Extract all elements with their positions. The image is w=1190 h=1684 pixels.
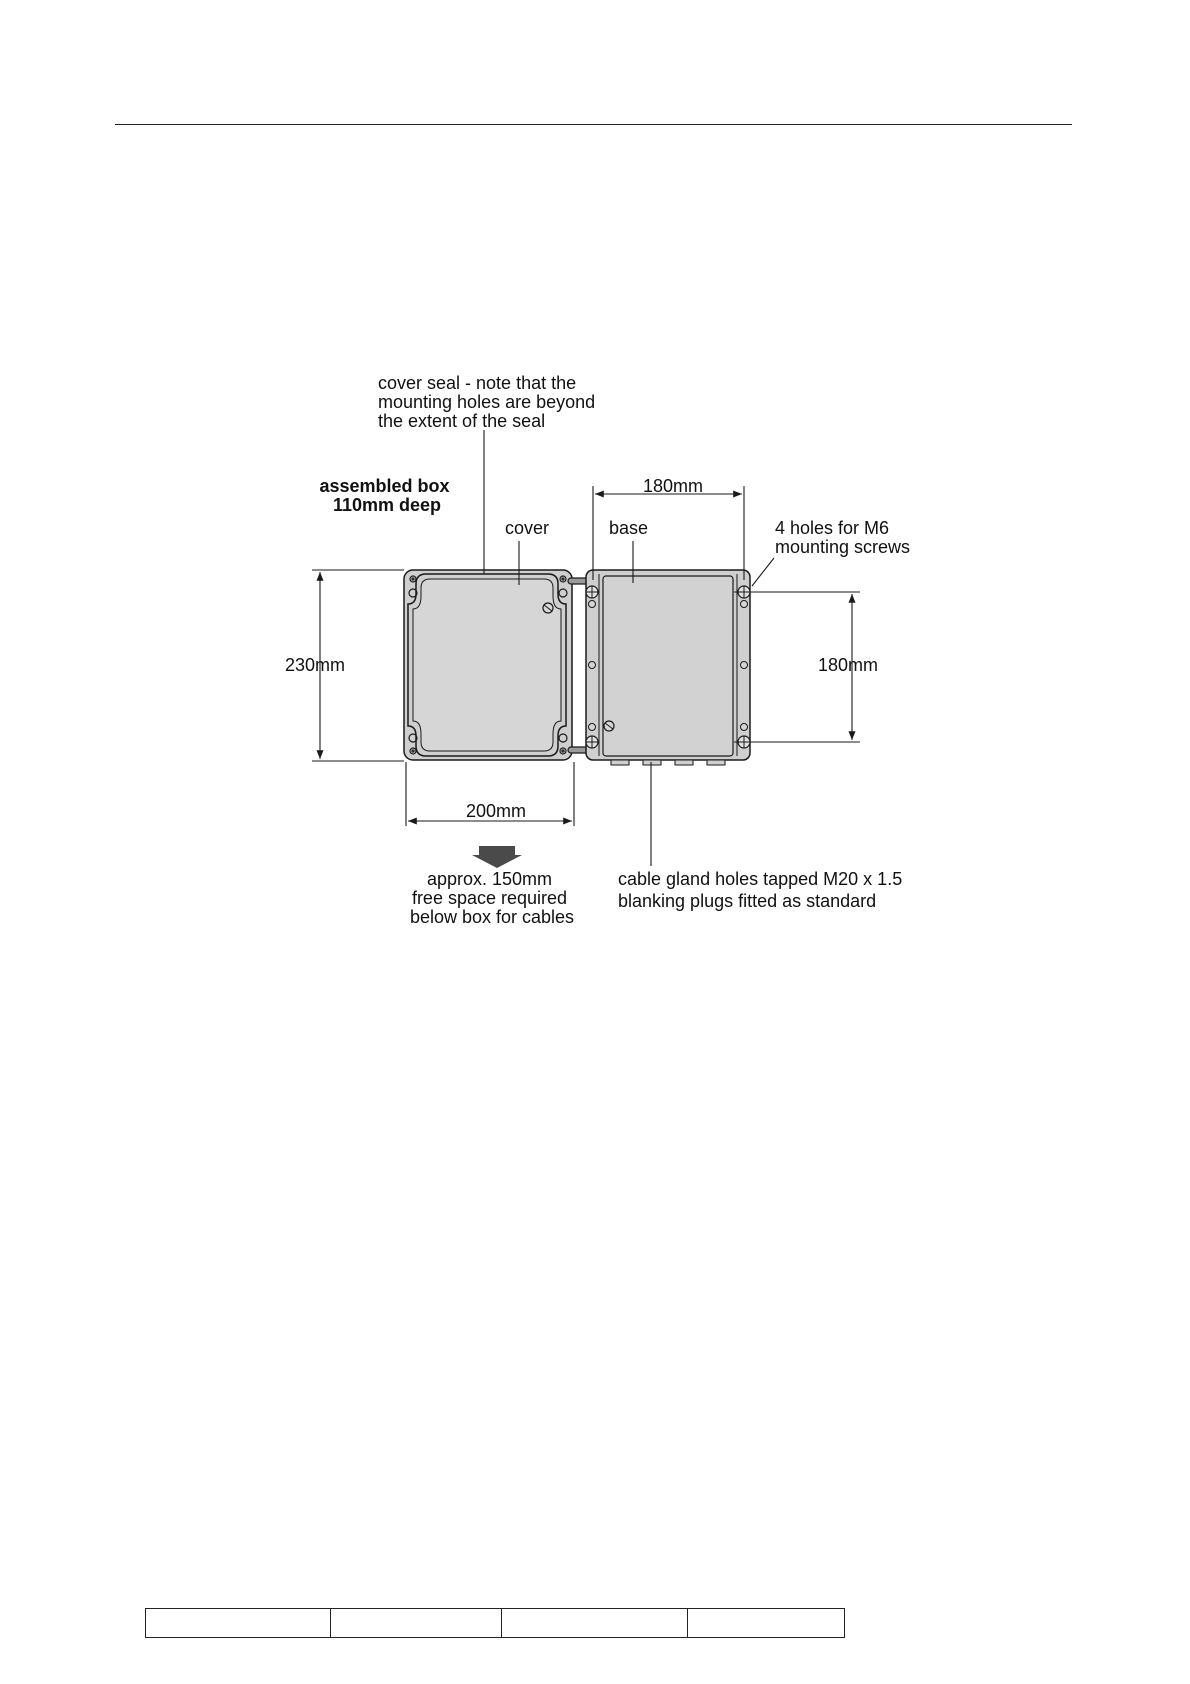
cover-part bbox=[404, 570, 572, 760]
hole-spacing-dimension: 180mm bbox=[817, 655, 879, 675]
assembled-box-label: assembled box 110mm deep bbox=[319, 476, 450, 515]
cable-gland-label: cable gland holes tapped M20 x 1.5 blanking plugs fitted as standard bbox=[618, 869, 903, 911]
footer-row bbox=[146, 1609, 845, 1638]
mounting-holes-label: 4 holes for M6 mounting screws bbox=[775, 518, 911, 557]
footer-cell bbox=[502, 1609, 688, 1638]
footer-cell bbox=[688, 1609, 845, 1638]
cover-screw-icon bbox=[543, 603, 553, 613]
footer-cell bbox=[330, 1609, 502, 1638]
height-dimension: 230mm bbox=[284, 655, 346, 675]
free-space-label: approx. 150mm free space required below box for cables bbox=[409, 869, 575, 927]
footer-cell bbox=[146, 1609, 331, 1638]
cover-seal-label: cover seal - note that the mounting holes are beyond the extent of the seal bbox=[378, 373, 596, 431]
base-part bbox=[586, 570, 750, 765]
cover-label: cover bbox=[505, 518, 550, 538]
base-inner-panel bbox=[603, 576, 733, 756]
base-label: base bbox=[609, 518, 649, 538]
cover-width-dimension: 200mm bbox=[465, 801, 527, 821]
down-arrow-icon bbox=[472, 846, 522, 868]
base-width-dimension: 180mm bbox=[642, 476, 704, 496]
cover-inner-panel bbox=[413, 579, 561, 751]
footer-table bbox=[145, 1608, 845, 1638]
base-screw-icon bbox=[604, 721, 614, 731]
